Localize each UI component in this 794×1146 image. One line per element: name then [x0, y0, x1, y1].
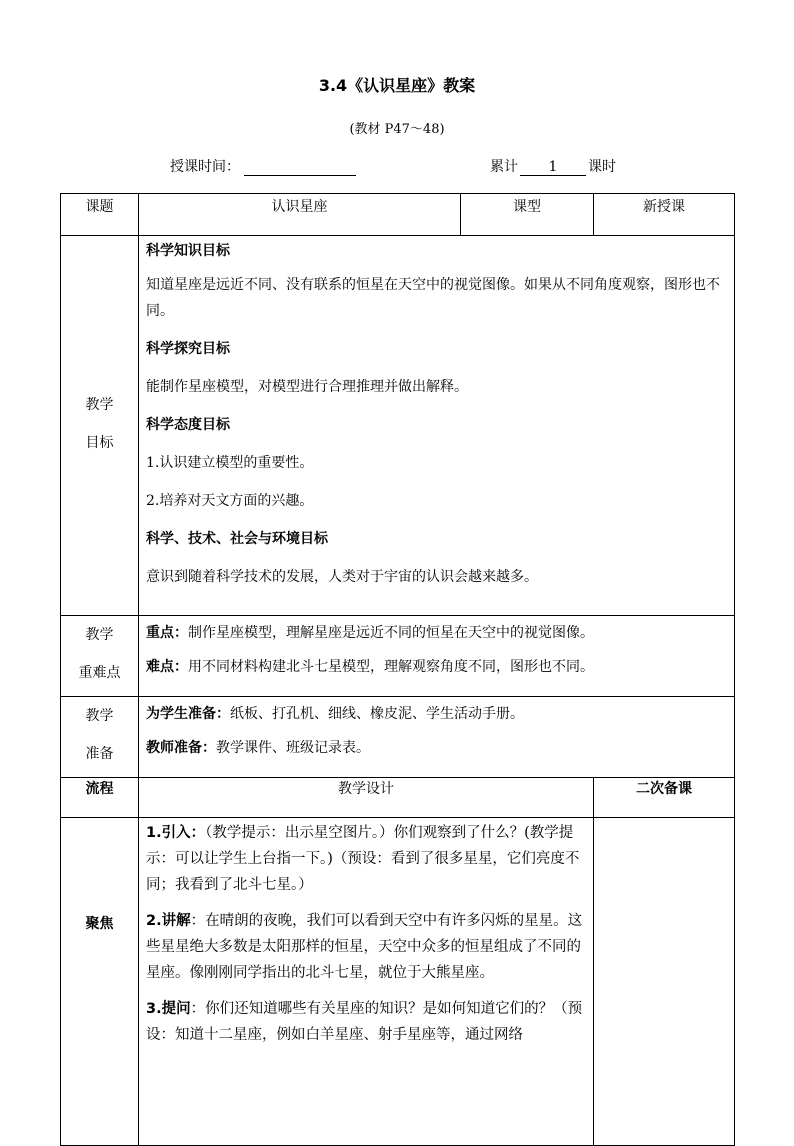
second-prep-label: 二次备课: [594, 778, 735, 818]
inquiry-goal-heading: 科学探究目标: [146, 341, 230, 357]
topic-row: [61, 194, 735, 236]
goals-row: [61, 236, 735, 616]
goals-label-cell: [61, 236, 139, 616]
knowledge-goal-text: 知道星座是远近不同、没有联系的恒星在天空中的视觉图像。如果从不同角度观察，图形也不同。: [146, 277, 720, 319]
prep-row: [61, 697, 735, 778]
focus-step-3-text: ：你们还知道哪些有关星座的知识？是如何知道它们的？（预设：知道十二星座，例如白羊星座、射手星座等，通过网络: [146, 1001, 583, 1043]
design-label: 教学设计: [139, 778, 594, 818]
key-points-row: [61, 616, 735, 697]
lesson-count-prefix: 累计: [490, 159, 518, 175]
attitude-goal-item-2: 2.培养对天文方面的兴趣。: [146, 493, 314, 509]
goals-label-line2: 目标: [85, 435, 114, 451]
flow-header-row: [61, 778, 735, 818]
key-point-text: 制作星座模型，理解星座是远近不同的恒星在天空中的视觉图像。: [188, 625, 594, 641]
topic-label: 课题: [61, 194, 139, 236]
sts-goal-text: 意识到随着科学技术的发展，人类对于宇宙的认识会越来越多。: [146, 569, 538, 585]
focus-content: [139, 818, 594, 1146]
student-prep-label: 为学生准备：: [146, 706, 230, 722]
focus-step-2-text: ：在晴朗的夜晚，我们可以看到天空中有许多闪烁的星星。这些星星绝大多数是太阳那样的恒星，天空中众多的恒星组成了不同的星座。像刚刚同学指出的北斗七星，就位于大熊星座。: [146, 913, 583, 981]
key-points-label-cell: [61, 616, 139, 697]
focus-step-3-label: 3.提问: [146, 1001, 191, 1017]
goals-label-line1: 教学: [85, 397, 114, 413]
inquiry-goal-text: 能制作星座模型，对模型进行合理推理并做出解释。: [146, 379, 468, 395]
topic-value: 认识星座: [139, 194, 461, 236]
prep-label-line2: 准备: [85, 746, 114, 762]
focus-step-1-label: 1.引入：: [146, 825, 206, 841]
knowledge-goal-heading: 科学知识目标: [146, 243, 230, 259]
lesson-count-value: 1: [520, 159, 586, 176]
key-point-label: 重点：: [146, 625, 188, 641]
teacher-prep-text: 教学课件、班级记录表。: [216, 740, 370, 756]
key-points-label-line2: 重难点: [78, 665, 121, 681]
teacher-prep: [146, 735, 726, 769]
lesson-time-label: 授课时间：: [170, 159, 240, 175]
document-title: 3.4《认识星座》教案: [318, 76, 476, 95]
lesson-time: [170, 156, 356, 176]
student-prep: [146, 699, 726, 735]
attitude-goal-heading: 科学态度目标: [146, 417, 230, 433]
second-prep-cell: [594, 818, 735, 1146]
difficult-point-text: 用不同材料构建北斗七星模型，理解观察角度不同，图形也不同。: [188, 659, 594, 675]
key-point: [146, 618, 726, 654]
lesson-plan-table: [60, 193, 735, 1146]
lesson-type-label: 课型: [461, 194, 594, 236]
flow-label: 流程: [61, 778, 139, 818]
difficult-point-label: 难点：: [146, 659, 188, 675]
key-points-content: [139, 616, 735, 697]
focus-step-1: [146, 820, 585, 898]
sts-goal-heading: 科学、技术、社会与环境目标: [146, 531, 328, 547]
prep-label-cell: [61, 697, 139, 778]
attitude-goal-item-1: 1.认识建立模型的重要性。: [146, 455, 314, 471]
focus-step-1-text: （教学提示：出示星空图片。）你们观察到了什么？(教学提示：可以让学生上台指一下。)（预设：看到了很多星星，它们亮度不同；我看到了北斗七星。）: [146, 825, 580, 893]
student-prep-text: 纸板、打孔机、细线、橡皮泥、学生活动手册。: [230, 706, 524, 722]
focus-step-2: [146, 908, 585, 986]
lesson-time-blank: [244, 161, 356, 176]
lesson-type-value: 新授课: [594, 194, 735, 236]
prep-label-line1: 教学: [85, 708, 114, 724]
focus-label: 聚焦: [61, 818, 139, 1146]
focus-step-2-label: 2.讲解: [146, 913, 191, 929]
lesson-count-suffix: 课时: [588, 159, 616, 175]
focus-step-3: [146, 996, 585, 1048]
goals-content: [139, 236, 735, 616]
difficult-point: [146, 654, 726, 688]
teacher-prep-label: 教师准备：: [146, 740, 216, 756]
lesson-count: [490, 156, 616, 176]
textbook-pages: (教材 P47～48): [349, 122, 445, 137]
focus-row: [61, 818, 735, 1146]
prep-content: [139, 697, 735, 778]
key-points-label-line1: 教学: [85, 627, 114, 643]
